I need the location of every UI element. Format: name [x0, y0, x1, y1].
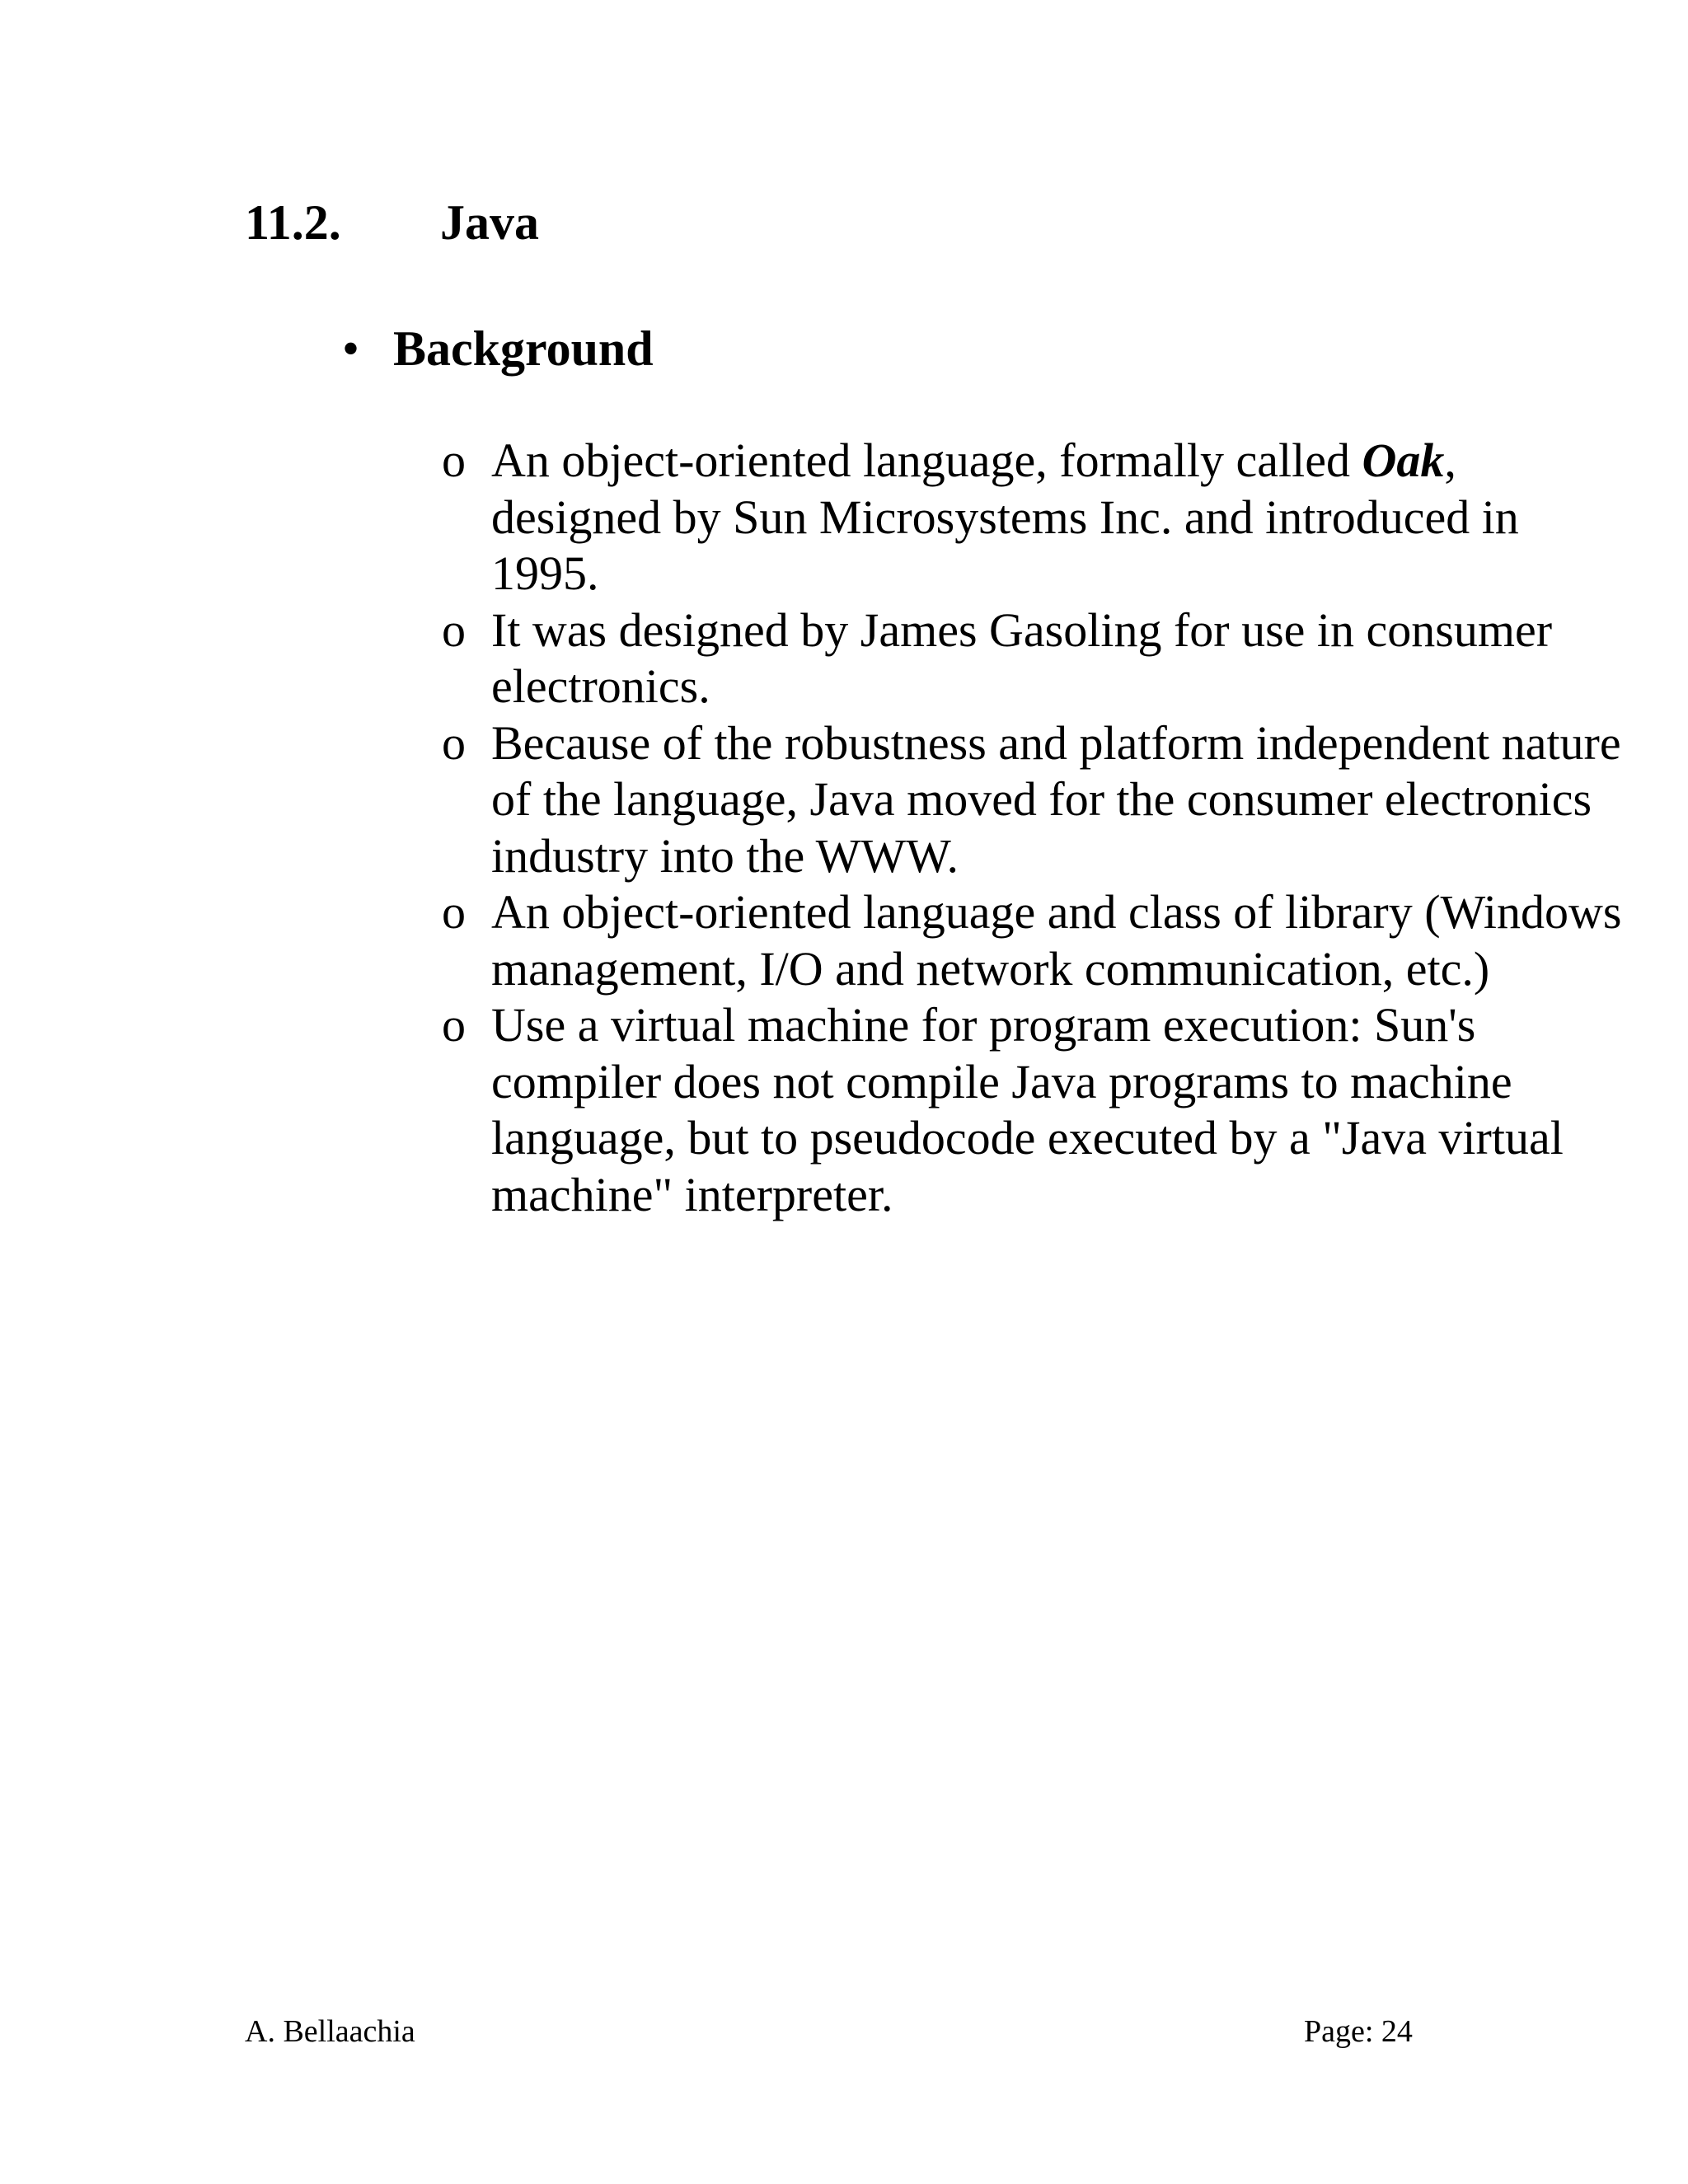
list-item-text-part: An object-oriented language, formally called — [491, 434, 1362, 487]
circle-bullet-icon: o — [442, 885, 466, 939]
list-item-text-part: , designed by Sun Microsystems Inc. and introduced in 1995. — [491, 434, 1519, 600]
background-list — [442, 433, 1637, 1223]
circle-bullet-icon: o — [442, 434, 466, 487]
list-item — [442, 997, 1637, 1223]
list-item-text: Because of the robustness and platform independent nature of the language, Java moved for the consumer electronics industry into the WWW. — [491, 715, 1621, 883]
list-item — [442, 433, 1637, 602]
circle-bullet-icon: o — [442, 602, 466, 657]
circle-bullet-icon: o — [442, 998, 466, 1052]
emphasis-oak: Oak — [1362, 434, 1445, 487]
circle-bullet-icon: o — [442, 715, 466, 770]
section-title: Java — [440, 195, 539, 250]
footer-page-number: Page: 24 — [1304, 2014, 1413, 2049]
footer-author: A. Bellaachia — [245, 2014, 415, 2049]
bullet-heading-text: Background — [393, 321, 654, 376]
list-item-text: Use a virtual machine for program execution: Sun's compiler does not compile Java programs to machine language, but to pseudocode executed by a "Java virtual machine" interpreter. — [491, 998, 1564, 1221]
section-number: 11.2. — [245, 195, 341, 250]
list-item — [442, 884, 1637, 997]
bullet-icon: • — [342, 321, 360, 376]
list-item-text — [491, 434, 1519, 600]
list-item-text: It was designed by James Gasoling for use in consumer electronics. — [491, 602, 1553, 713]
section-heading — [245, 194, 539, 251]
list-item-text: An object-oriented language and class of library (Windows management, I/O and network communication, etc.) — [491, 885, 1622, 996]
list-item — [442, 602, 1637, 715]
list-item — [442, 715, 1637, 885]
bullet-heading — [342, 320, 654, 377]
